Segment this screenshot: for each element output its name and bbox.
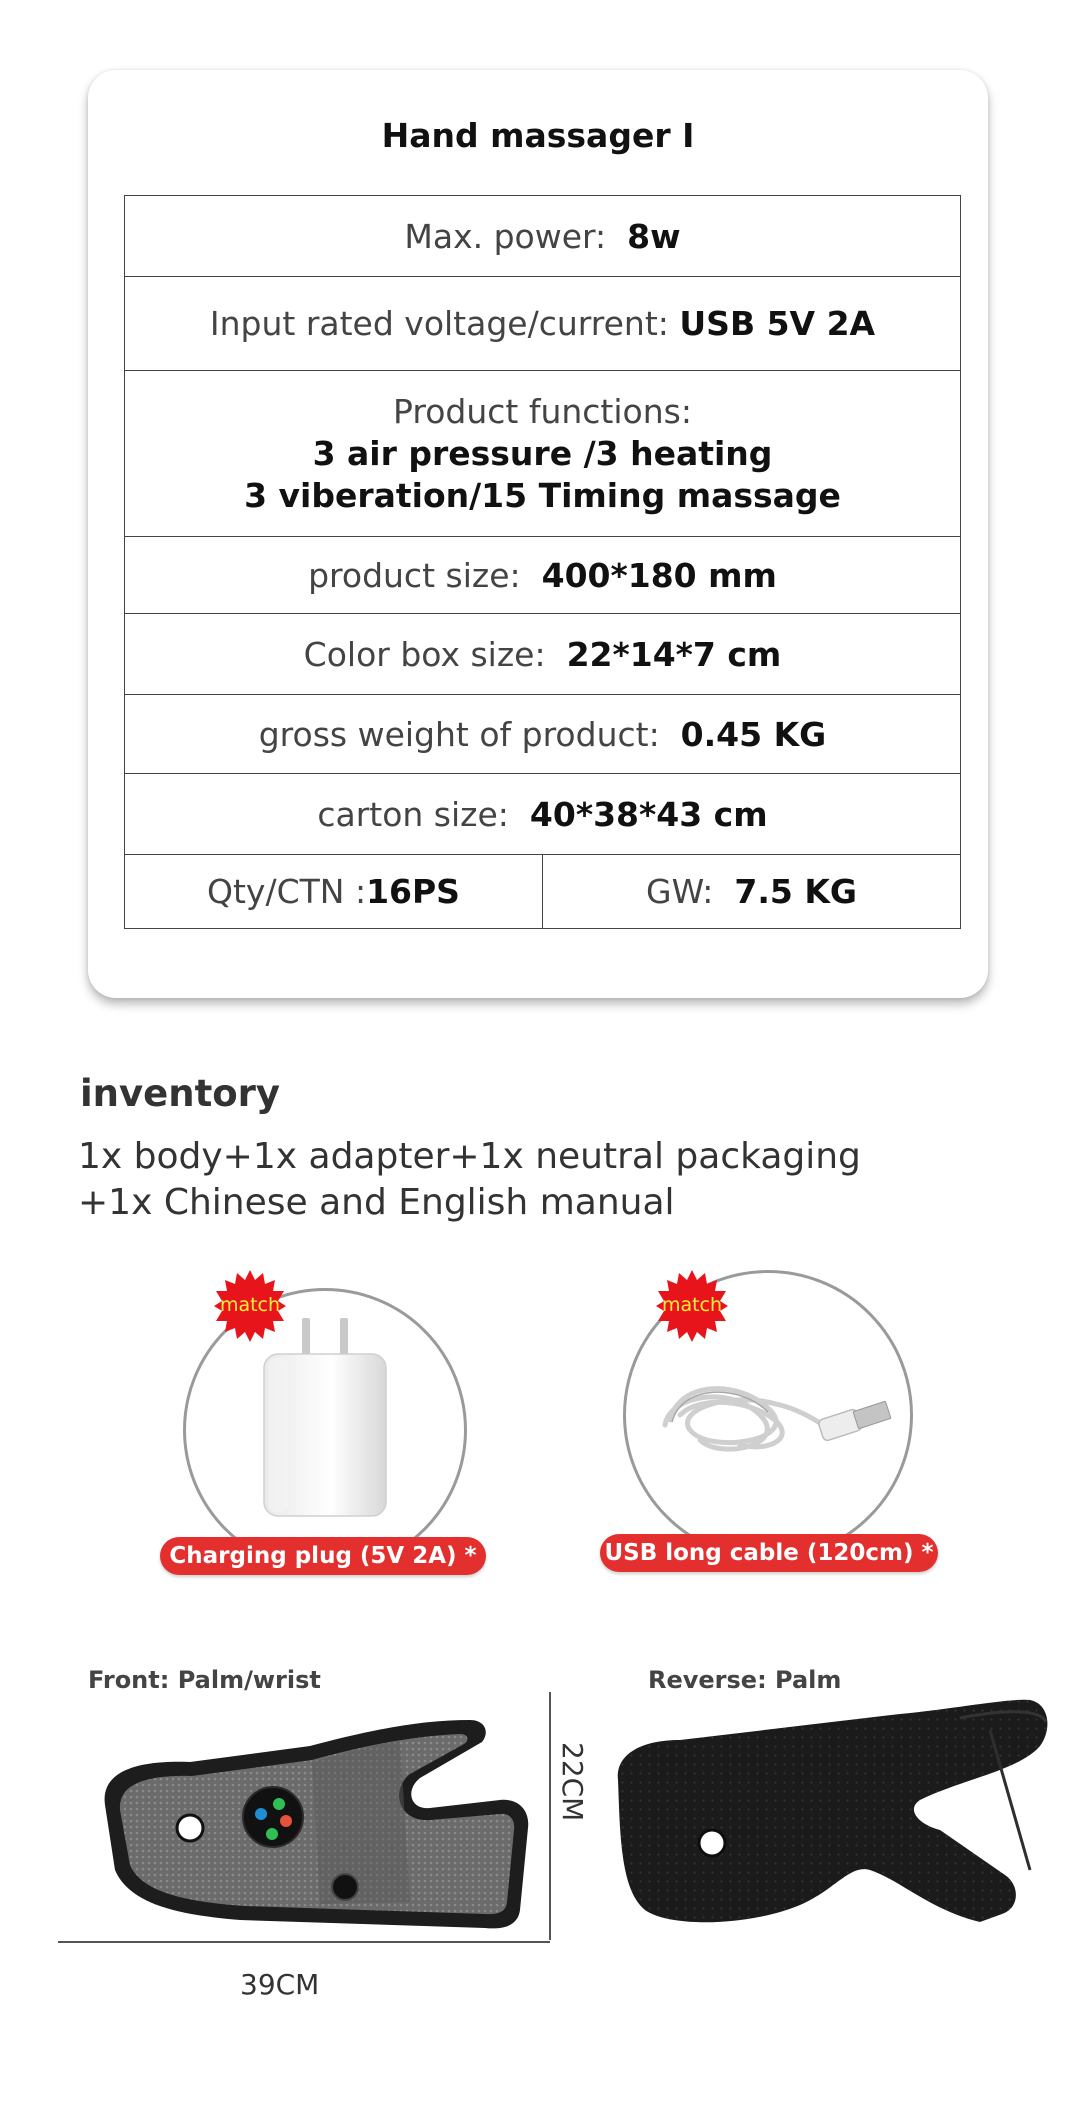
- table-row: [125, 371, 961, 537]
- table-row: [125, 614, 961, 695]
- spec-color-box: [125, 614, 961, 695]
- dimension-lines: [50, 1690, 570, 1950]
- spec-value: USB 5V 2A: [679, 304, 876, 343]
- table-row: [125, 855, 961, 929]
- table-row: [125, 537, 961, 614]
- reverse-palm-product-image: [600, 1670, 1060, 1960]
- spec-carton-size: [125, 774, 961, 855]
- spec-gw: [543, 855, 961, 929]
- charging-plug-icon: [250, 1312, 400, 1522]
- spec-product-size: [125, 537, 961, 614]
- spec-value: 22*14*7 cm: [566, 634, 782, 674]
- match-badge: [214, 1270, 286, 1342]
- spec-label: Qty/CTN :: [207, 872, 367, 911]
- table-row: [125, 695, 961, 774]
- spec-label: Max. power:: [404, 216, 607, 256]
- table-row: [125, 774, 961, 855]
- usb-cable-icon: [650, 1360, 900, 1480]
- spec-label: Color box size:: [303, 634, 546, 674]
- spec-value: 40*38*43 cm: [529, 794, 768, 834]
- spec-value: 8w: [627, 216, 681, 256]
- table-row: [125, 277, 961, 371]
- spec-label: carton size:: [317, 794, 509, 834]
- spec-label: GW:: [646, 872, 714, 911]
- spec-table: [124, 195, 961, 929]
- spec-value: 16PS: [366, 872, 460, 911]
- spec-value: 3 air pressure /3 heating: [312, 433, 773, 473]
- width-dimension-label: 39CM: [240, 1968, 320, 2001]
- match-badge: [656, 1270, 728, 1342]
- spec-max-power: [125, 196, 961, 277]
- spec-value: 400*180 mm: [541, 555, 777, 595]
- spec-value: 7.5 KG: [734, 872, 857, 911]
- spec-value: 0.45 KG: [680, 714, 827, 754]
- spec-label: product size:: [308, 555, 521, 595]
- accessory-label-pill: Charging plug (5V 2A) * 1: [160, 1537, 486, 1575]
- table-row: [125, 196, 961, 277]
- badge-label: match: [661, 1294, 723, 1316]
- inventory-line: +1x Chinese and English manual: [78, 1182, 675, 1223]
- reverse-view-label: Reverse: Palm: [648, 1666, 842, 1694]
- spec-value: 3 viberation/15 Timing massage: [244, 475, 841, 515]
- spec-qty-ctn: [125, 855, 543, 929]
- card-title: Hand massager I: [381, 116, 695, 155]
- inventory-title: inventory: [80, 1072, 281, 1115]
- spec-voltage: [125, 277, 961, 371]
- height-dimension-label: 22CM: [556, 1742, 589, 1822]
- badge-label: match: [219, 1294, 281, 1316]
- accessory-label-pill: USB long cable (120cm) * 1: [600, 1534, 938, 1572]
- spec-card: [88, 70, 988, 998]
- spec-label: gross weight of product:: [258, 714, 660, 754]
- spec-functions: [125, 371, 961, 537]
- spec-label: Product functions:: [393, 391, 692, 431]
- front-view-label: Front: Palm/wrist: [88, 1666, 321, 1694]
- spec-label: Input rated voltage/current:: [209, 304, 669, 343]
- spec-gross-weight: [125, 695, 961, 774]
- inventory-line: 1x body+1x adapter+1x neutral packaging: [78, 1136, 861, 1177]
